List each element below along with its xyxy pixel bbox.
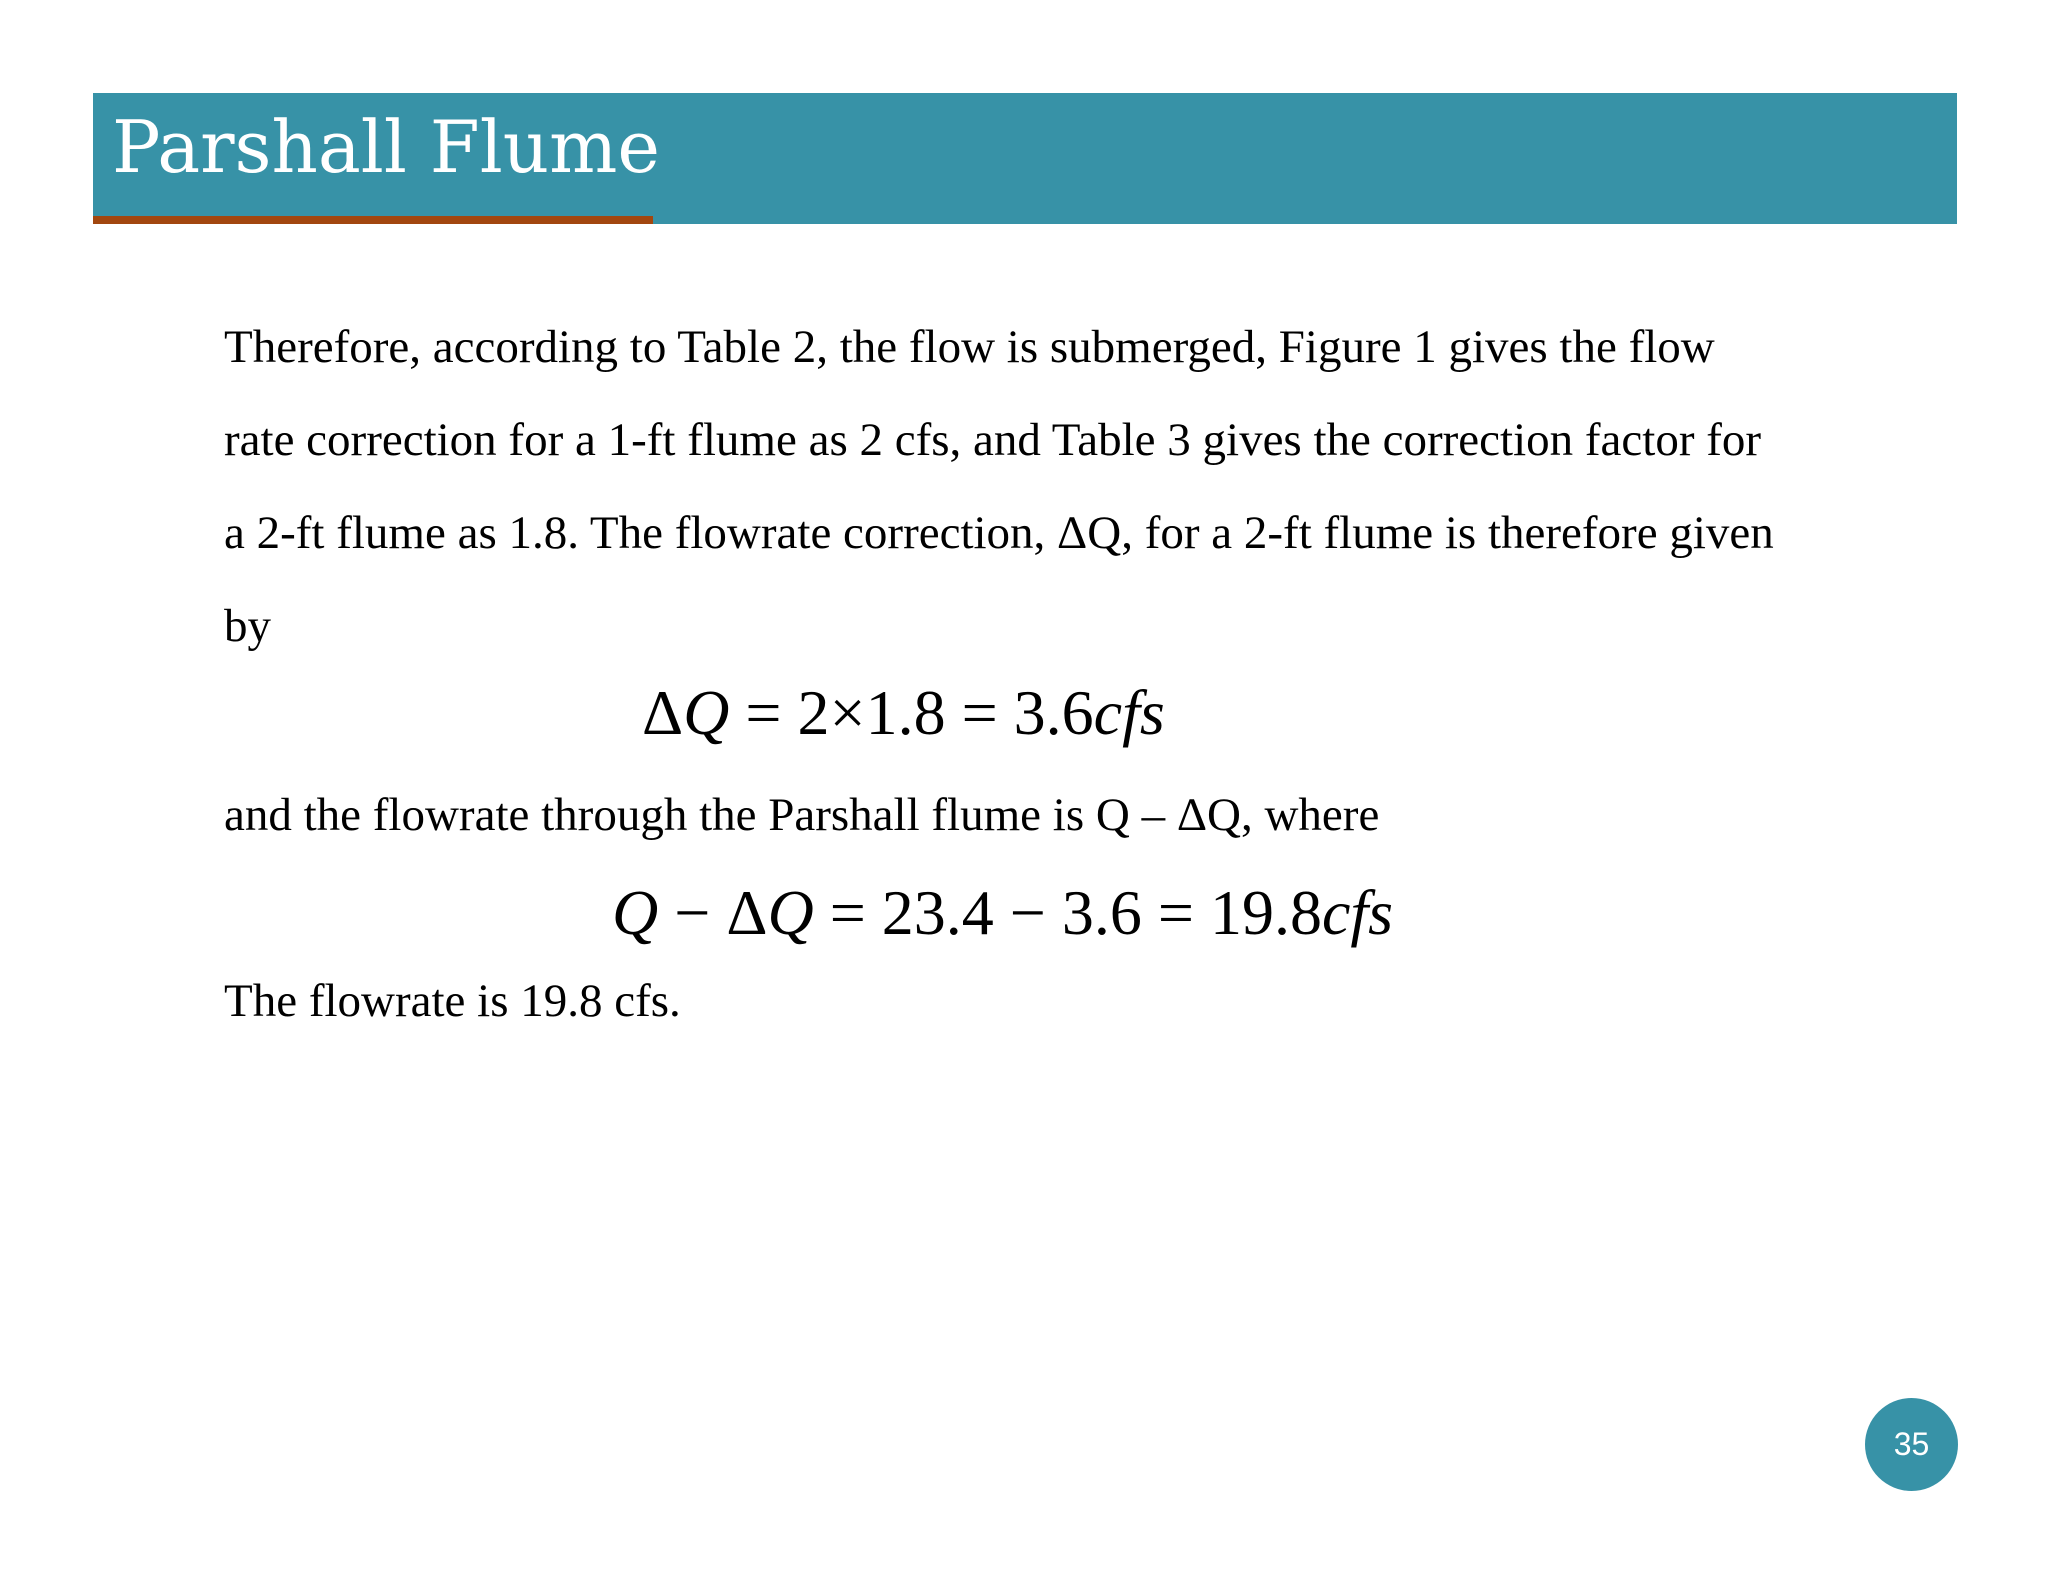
page-number-badge xyxy=(1865,1398,1958,1491)
paragraph-line: by xyxy=(224,600,271,652)
conclusion-text: The flowrate is 19.8 cfs. xyxy=(224,975,681,1027)
page-number: 35 xyxy=(1893,1426,1930,1462)
slide-title: Parshall Flume xyxy=(112,105,660,189)
body-paragraph xyxy=(224,301,1774,673)
title-underline xyxy=(93,216,653,224)
equation-unit: cfs xyxy=(1321,877,1394,948)
equation-rhs: = 2×1.8 = 3.6 xyxy=(729,677,1094,748)
equation-minus-delta: − Δ xyxy=(658,877,768,948)
paragraph-line: Therefore, according to Table 2, the flow is submerged, Figure 1 gives the flow xyxy=(224,321,1715,373)
equation-rhs: = 23.4 − 3.6 = 19.8 xyxy=(813,877,1322,948)
equation-variable: Q xyxy=(767,877,814,948)
equation-variable: Q xyxy=(612,877,659,948)
paragraph-line: a 2-ft flume as 1.8. The flowrate correction, ΔQ, for a 2-ft flume is therefore given xyxy=(224,507,1774,559)
delta-symbol: Δ xyxy=(642,677,684,748)
paragraph-line: rate correction for a 1-ft flume as 2 cfs, and Table 3 gives the correction factor for xyxy=(224,414,1762,466)
text-after-equation1: and the flowrate through the Parshall flume is Q – ΔQ, where xyxy=(224,789,1380,841)
equation-flowrate xyxy=(612,868,1393,958)
equation-delta-q xyxy=(642,668,1165,758)
equation-variable: Q xyxy=(683,677,730,748)
equation-unit: cfs xyxy=(1093,677,1165,748)
